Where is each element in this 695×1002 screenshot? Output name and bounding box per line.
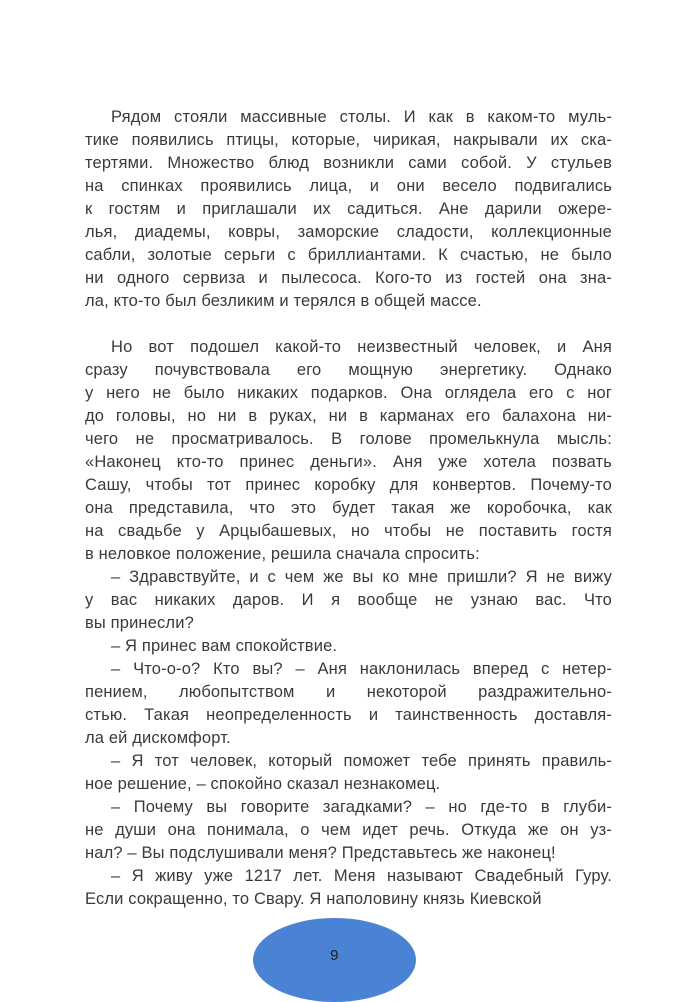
text-line: до головы, но ни в руках, ни в карманах его балахона ни- (85, 407, 612, 425)
text-line: вы принесли? (85, 614, 194, 632)
text-line: – Я принес вам спокойствие. (111, 637, 338, 655)
text-line: стью. Такая неопределенность и таинственность доставля- (85, 706, 612, 724)
page-number-badge (253, 918, 416, 1002)
text-line: тертями. Множество блюд возникли сами собой. У стульев (85, 154, 612, 172)
text-line: тике появились птицы, которые, чирикая, накрывали их ска- (85, 131, 612, 149)
paragraph (85, 106, 612, 313)
text-line: сразу почувствовала его мощную энергетику. Однако (85, 361, 612, 379)
text-line: к гостям и приглашали их садиться. Ане дарили ожере- (85, 200, 612, 218)
text-line: сабли, золотые серьги с бриллиантами. К счастью, не было (85, 246, 612, 264)
text-line: Рядом стояли массивные столы. И как в каком-то муль- (111, 108, 612, 126)
text-line: Но вот подошел какой-то неизвестный человек, и Аня (111, 338, 612, 356)
text-line: ное решение, – спокойно сказал незнакомец. (85, 775, 441, 793)
text-line: – Почему вы говорите загадками? – но где-то в глуби- (111, 798, 612, 816)
text-line: Сашу, чтобы тот принес коробку для конвертов. Почему-то (85, 476, 612, 494)
text-line: – Я тот человек, который поможет тебе принять правиль- (111, 752, 612, 770)
paragraph (85, 635, 612, 658)
text-line: ла ей дискомфорт. (85, 729, 231, 747)
paragraph (85, 566, 612, 635)
text-line: нал? – Вы подслушивали меня? Представьтесь же наконец! (85, 844, 556, 862)
paragraph (85, 750, 612, 796)
text-line: Если сокращенно, то Свару. Я наполовину князь Киевской (85, 890, 542, 908)
page-number: 9 (330, 946, 339, 964)
text-line: на свадьбе у Арцыбашевых, но чтобы не поставить гостя (85, 522, 612, 540)
text-line: она представила, что это будет такая же коробочка, как (85, 499, 612, 517)
paragraph (85, 336, 612, 566)
text-line: ни одного сервиза и пылесоса. Кого-то из гостей она зна- (85, 269, 612, 287)
text-line: в неловкое положение, решила сначала спросить: (85, 545, 480, 563)
text-line: «Наконец кто-то принес деньги». Аня уже хотела позвать (85, 453, 612, 471)
page-text (85, 106, 612, 911)
text-line: – Я живу уже 1217 лет. Меня называют Свадебный Гуру. (111, 867, 612, 885)
paragraph (85, 796, 612, 865)
text-line: – Что-о-о? Кто вы? – Аня наклонилась вперед с нетер- (111, 660, 612, 678)
text-line: на спинках проявились лица, и они весело подвигались (85, 177, 612, 195)
text-line: чего не просматривалось. В голове промелькнула мысль: (85, 430, 612, 448)
text-line: у него не было никаких подарков. Она оглядела его с ног (85, 384, 612, 402)
text-line: лья, диадемы, ковры, заморские сладости, коллекционные (85, 223, 612, 241)
paragraph (85, 658, 612, 750)
text-line: не души она понимала, о чем идет речь. Откуда же он уз- (85, 821, 612, 839)
text-line: пением, любопытством и некоторой раздражительно- (85, 683, 612, 701)
text-line: – Здравствуйте, и с чем же вы ко мне пришли? Я не вижу (111, 568, 612, 586)
text-line: у вас никаких даров. И я вообще не узнаю вас. Что (85, 591, 612, 609)
text-line: ла, кто-то был безликим и терялся в общей массе. (85, 292, 482, 310)
paragraph (85, 865, 612, 911)
